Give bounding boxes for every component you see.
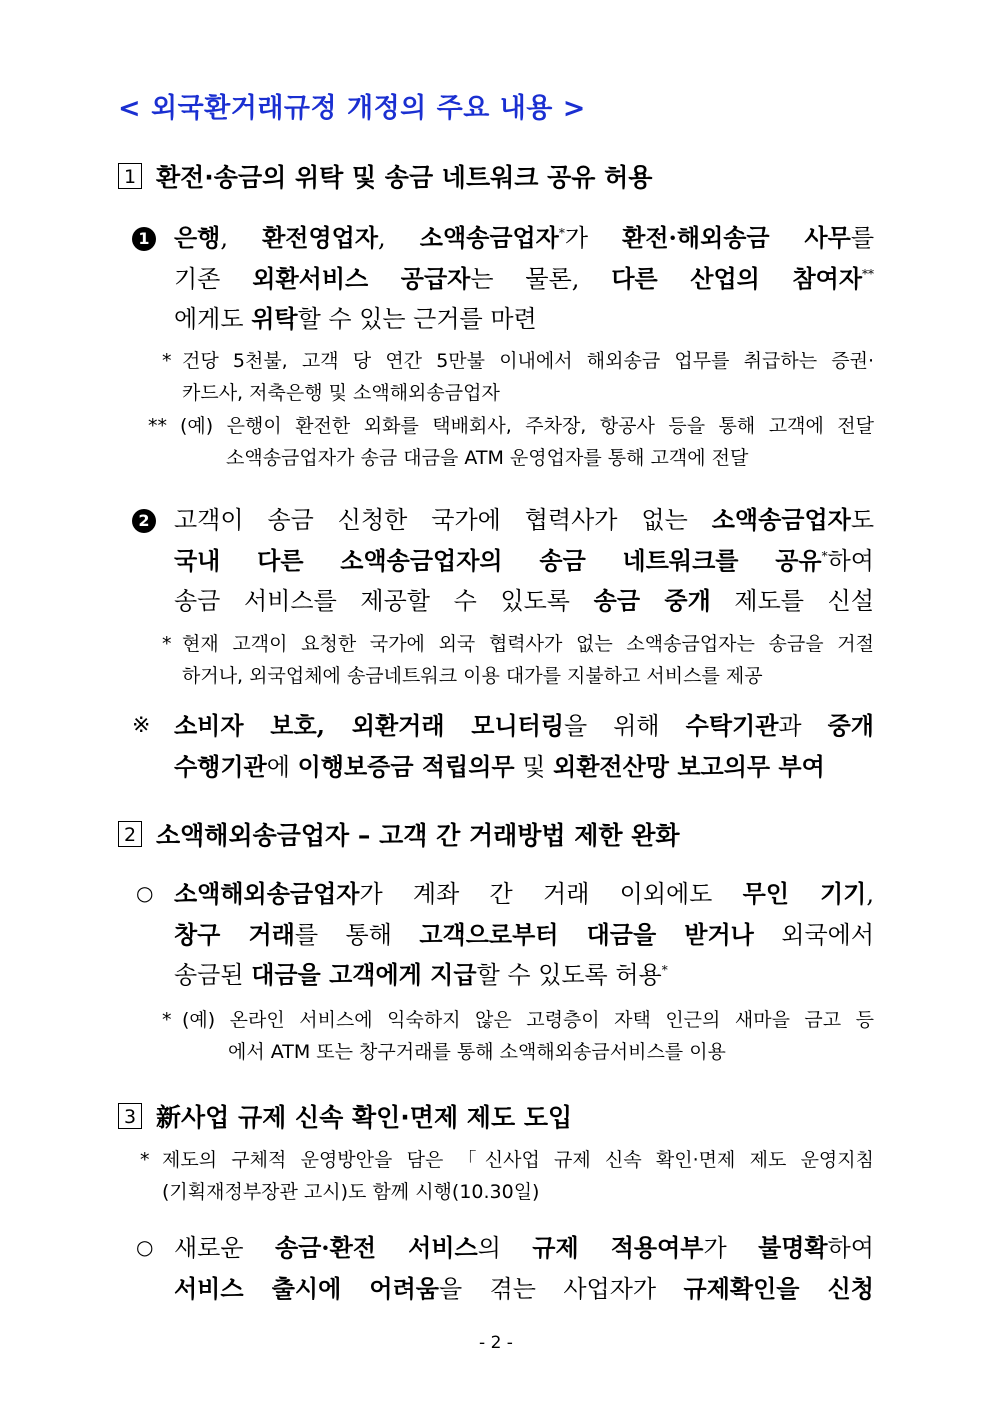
text-span: 대금을 고객에게 지급 <box>251 960 477 989</box>
text-span: 를 통해 <box>294 920 420 949</box>
text-span: 규제 적용여부 <box>532 1233 704 1262</box>
text-span: 하여 <box>827 1234 874 1262</box>
footnote-marker: ** <box>148 415 167 437</box>
text-span: 을 겪는 사업자가 <box>438 1274 684 1303</box>
footnote-line: (예) 은행이 환전한 외화를 택배회사, 주차장, 항공사 등을 통해 고객에 전달 <box>180 415 874 437</box>
number-bullet-icon: 1 <box>132 227 156 251</box>
paragraph-line <box>174 541 874 582</box>
footnote-1 <box>162 345 874 409</box>
paragraph-line <box>174 1228 874 1269</box>
section-3-heading <box>118 1098 572 1134</box>
text-span: 이행보증금 적립의무 <box>297 751 515 781</box>
text-span: , <box>220 224 263 252</box>
footnote-line: 하거나, 외국업체에 송금네트워크 이용 대가를 지불하고 서비스를 제공 <box>182 665 763 687</box>
paragraph-line <box>174 747 874 788</box>
text-span: 하여 <box>827 546 874 575</box>
text-span: 및 <box>514 752 554 781</box>
text-span: 할 수 있는 근거를 마련 <box>297 305 537 333</box>
paragraph-line <box>174 259 874 300</box>
text-span: 도 <box>850 506 874 534</box>
footnote-marker: * <box>140 1149 150 1171</box>
text-span: , <box>378 224 420 252</box>
section-title: 환전·송금의 위탁 및 송금 네트워크 공유 허용 <box>156 163 653 192</box>
text-span: 송금된 <box>174 961 252 989</box>
footnote-mark: * <box>661 963 668 977</box>
text-span: 기존 <box>174 264 253 293</box>
paragraph-line <box>174 581 874 622</box>
text-span: 환전영업자 <box>262 223 379 252</box>
text-span: 규제확인을 신청 <box>683 1273 874 1303</box>
footnote-2 <box>148 410 874 474</box>
section-number-box: 1 <box>118 163 142 189</box>
text-span: 외환전산망 보고의무 부여 <box>553 751 825 781</box>
footnote-line: 소액송금업자가 송금 대금을 ATM 운영업자를 통해 고객에 전달 <box>226 447 749 469</box>
text-span: 수탁기관 <box>685 711 779 740</box>
page-title: < 외국환거래규정 개정의 주요 내용 > <box>118 93 586 124</box>
circle-bullet-icon: ○ <box>136 881 154 905</box>
footnote-line: (예) 온라인 서비스에 익숙하지 않은 고령층이 자택 인근의 새마을 금고 등 <box>182 1009 874 1031</box>
text-span: 를 <box>850 224 874 252</box>
footnote-marker: * <box>162 1009 172 1031</box>
circle-bullet-icon: ○ <box>136 1235 154 1259</box>
footnote-line: (기획재정부장관 고시)도 함께 시행(10.30일) <box>162 1181 540 1203</box>
footnote-line: 건당 5천불, 고객 당 연간 5만불 이내에서 해외송금 업무를 취급하는 증권· <box>182 350 874 372</box>
paragraph-5 <box>132 1228 874 1309</box>
text-span: 에게도 <box>174 305 252 333</box>
text-span: 소비자 보호, 외환거래 모니터링 <box>174 711 565 740</box>
text-span: 국내 다른 소액송금업자의 송금 네트워크를 공유 <box>174 545 822 575</box>
text-span: 무인 기기 <box>742 879 867 908</box>
text-span: 가 <box>564 224 623 252</box>
reference-mark: ※ <box>132 713 151 738</box>
text-span: 위탁 <box>251 304 298 333</box>
text-span: 의 <box>477 1234 533 1262</box>
text-span: 소액송금업자 <box>711 505 851 534</box>
text-span: 소액송금업자 <box>419 223 559 252</box>
section-title: 新사업 규제 신속 확인·면제 제도 도입 <box>156 1103 573 1132</box>
footnote-marker: * <box>162 350 172 372</box>
text-span: 고객이 송금 신청한 국가에 협력사가 없는 <box>174 506 712 534</box>
text-span: 다른 산업의 참여자 <box>611 263 863 293</box>
section-1-heading <box>118 158 652 194</box>
paragraph-line <box>174 915 874 956</box>
section-number-box: 3 <box>118 1103 142 1129</box>
footnote-line: 제도의 구체적 운영방안을 담은 「신사업 규제 신속 확인·면제 제도 운영지침 <box>162 1149 874 1171</box>
text-span: 가 계좌 간 거래 이외에도 <box>359 880 743 908</box>
text-span: 새로운 <box>174 1234 275 1262</box>
text-span: 중개 <box>827 711 874 740</box>
paragraph-4 <box>132 874 874 996</box>
paragraph-3 <box>132 706 874 787</box>
text-span: 을 위해 <box>564 712 686 740</box>
paragraph-line <box>174 218 874 259</box>
text-span: 할 수 있도록 허용 <box>476 961 662 989</box>
paragraph-line <box>174 1269 874 1310</box>
number-bullet-icon: 2 <box>132 509 156 533</box>
footnote-line: 현재 고객이 요청한 국가에 외국 협력사가 없는 소액송금업자는 송금을 거절 <box>182 633 874 655</box>
text-span: 송금 서비스를 제공할 수 있도록 <box>174 587 594 615</box>
text-span: 과 <box>778 712 828 740</box>
paragraph-line <box>174 955 874 996</box>
section-number-box: 2 <box>118 821 142 847</box>
text-span: 서비스 출시에 어려움 <box>174 1273 439 1303</box>
text-span: 에 <box>266 752 298 781</box>
footnote-marker: * <box>162 633 172 655</box>
footnote-4 <box>162 1004 874 1068</box>
text-span: 제도를 신설 <box>710 587 875 615</box>
text-span: 외국에서 <box>753 920 875 949</box>
text-span: 송금 중개 <box>593 586 711 615</box>
paragraph-line <box>174 299 874 340</box>
text-span: , <box>866 880 875 908</box>
text-span: 환전·해외송금 사무 <box>622 223 851 252</box>
paragraph-2 <box>132 500 874 622</box>
section-2-heading <box>118 816 680 852</box>
page-number: - 2 - <box>479 1333 513 1353</box>
text-span: 송금·환전 서비스 <box>274 1233 478 1262</box>
footnote-mark: * <box>558 226 565 240</box>
footnote-5 <box>140 1144 874 1208</box>
footnote-3 <box>162 628 874 692</box>
footnote-mark: ** <box>862 266 875 281</box>
text-span: 수행기관 <box>174 751 267 781</box>
paragraph-1 <box>132 218 874 340</box>
paragraph-line <box>174 706 874 747</box>
section-title: 소액해외송금업자 – 고객 간 거래방법 제한 완화 <box>156 821 680 850</box>
footnote-line: 에서 ATM 또는 창구거래를 통해 소액해외송금서비스를 이용 <box>228 1041 726 1063</box>
text-span: 는 물론, <box>470 264 612 293</box>
text-span: 고객으로부터 대금을 받거나 <box>419 919 754 949</box>
text-span: 가 <box>703 1234 759 1262</box>
paragraph-line <box>174 500 874 541</box>
text-span: 외환서비스 공급자 <box>252 263 471 293</box>
text-span: 창구 거래 <box>174 919 295 949</box>
paragraph-line <box>174 874 874 915</box>
text-span: 소액해외송금업자 <box>174 879 360 908</box>
footnote-mark: * <box>821 548 828 563</box>
text-span: 은행 <box>174 223 221 252</box>
text-span: 불명확 <box>758 1233 828 1262</box>
footnote-line: 카드사, 저축은행 및 소액해외송금업자 <box>182 382 500 404</box>
